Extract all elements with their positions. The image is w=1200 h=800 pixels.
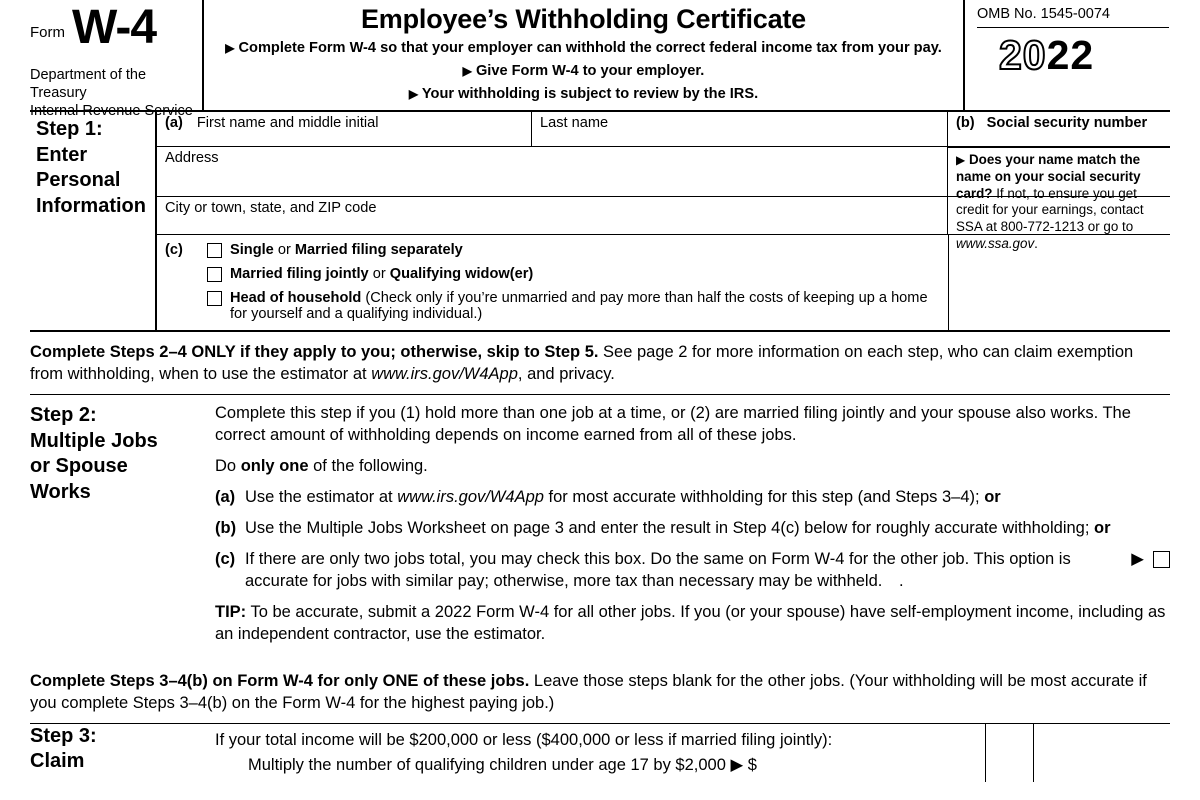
- ssn-label: Social security number: [986, 115, 1148, 131]
- step-1-title: Step 1:: [36, 118, 103, 140]
- note-complete-steps-3-4b: [30, 661, 1170, 723]
- option-a-post: for most accurate withholding for this step (and Steps 3–4);: [543, 488, 985, 507]
- form-header: [30, 0, 1170, 119]
- omb-number: OMB No. 1545-0074: [977, 6, 1110, 22]
- option-hoh-bold: Head of household: [230, 290, 362, 306]
- option-hoh-tail: (Check only if you’re unmarried and pay more than half the costs of keeping up a home for yourself and a qualifying individual.): [230, 290, 928, 322]
- qualifying-children-text: Multiply the number of qualifying children under age 17 by $2,000: [248, 755, 726, 774]
- step-3-body: [215, 724, 985, 782]
- last-name-field[interactable]: [532, 112, 948, 146]
- header-subtitle-3-text: Your withholding is subject to review by the IRS.: [421, 86, 759, 103]
- two-jobs-checkbox[interactable]: [1153, 551, 1170, 568]
- option-b-text: [245, 518, 1170, 540]
- department-block: [30, 67, 202, 120]
- dollar-sign: $: [747, 755, 757, 774]
- do-only-bold: only one: [240, 457, 309, 476]
- option-a-label: (a): [215, 488, 236, 507]
- step-3-income-condition: If your total income will be $200,000 or less ($400,000 or less if married filing jointly):: [215, 730, 833, 749]
- step-1-subtitle-3: Information: [36, 194, 146, 217]
- filing-status-options: [207, 242, 942, 330]
- note-24-end: , and privacy.: [517, 365, 615, 384]
- filing-status-row: [157, 235, 1170, 330]
- ssn-field[interactable]: [948, 112, 1170, 146]
- step-2-subtitle-1: Multiple Jobs: [30, 429, 158, 452]
- triangle-pointer-icon: ▶: [730, 755, 744, 774]
- triangle-bullet-icon: ▶: [462, 64, 472, 79]
- option-married-bold2: Qualifying widow(er): [389, 266, 534, 282]
- ssn-note-body: If not, to ensure you get credit for your earnings, contact SSA at 800-772-1213 or go to: [956, 185, 1144, 234]
- note-34b-bold: Complete Steps 3–4(b) on Form W-4 for only ONE of these jobs.: [30, 671, 530, 690]
- header-subtitle-2: [212, 61, 955, 81]
- step-2-intro: Complete this step if you (1) hold more than one job at a time, or (2) are married filing jointly and your spouse also works. The correct amount of withholding depends on income earned from all of these jobs.: [215, 404, 1131, 445]
- ssn-sublabel: (b): [956, 115, 975, 131]
- header-right-block: [965, 0, 1170, 110]
- step-2-option-c: [215, 549, 1170, 593]
- checkbox-icon[interactable]: [207, 267, 222, 282]
- step-1-subtitle-1: Enter: [36, 143, 88, 166]
- city-row: [157, 197, 1170, 235]
- triangle-pointer-icon: ▶: [1131, 549, 1144, 568]
- filing-status-option-head-of-household[interactable]: [207, 290, 942, 322]
- tax-year-century: 20: [999, 32, 1047, 78]
- last-name-label: Last name: [540, 115, 609, 131]
- option-single-conj: or: [273, 242, 295, 258]
- option-b-or: or: [1094, 518, 1111, 537]
- step-3-qualifying-children-line: [215, 753, 985, 778]
- option-a-pre: Use the estimator at: [245, 488, 398, 507]
- tax-year-suffix: 22: [1046, 32, 1095, 78]
- do-only-post: of the following.: [308, 457, 428, 476]
- option-c-leader-dots: . .: [877, 571, 910, 590]
- triangle-bullet-icon: ▶: [225, 41, 235, 55]
- option-b-body: Use the Multiple Jobs Worksheet on page 3 and enter the result in Step 4(c) below for roughly accurate withholding;: [245, 518, 1095, 537]
- first-name-sublabel: (a): [165, 115, 183, 131]
- option-c-checkbox-group[interactable]: [1131, 549, 1170, 571]
- step-2-heading: [30, 403, 215, 654]
- tip-label: TIP:: [215, 602, 247, 621]
- option-single-bold2: Married filing separately: [294, 242, 463, 258]
- filing-status-box: [157, 235, 948, 330]
- form-number: W-4: [72, 1, 157, 54]
- note-complete-steps-2-4: [30, 332, 1170, 394]
- step-2-do-only-one: [215, 456, 1170, 478]
- step-3-section: [30, 724, 1170, 782]
- ssn-note-period: .: [1034, 235, 1038, 251]
- filing-status-option-text: [230, 290, 942, 322]
- header-title-block: [202, 0, 965, 110]
- department-line1: Department of the Treasury: [30, 67, 147, 101]
- page-title: Employee’s Withholding Certificate: [360, 4, 806, 34]
- header-subtitle-1-text: Complete Form W-4 so that your employer can withhold the correct federal income tax from your pay.: [238, 40, 942, 56]
- ssn-header: [956, 115, 1147, 131]
- irs-estimator-link[interactable]: www.irs.gov/W4App: [371, 365, 518, 384]
- checkbox-icon[interactable]: [207, 243, 222, 258]
- ssa-website-link[interactable]: www.ssa.gov: [956, 235, 1035, 251]
- ssn-note-question: Does your name match the name on your social security card?: [956, 152, 1141, 201]
- ssn-note-cell: [948, 147, 1170, 251]
- step-2-tip: [215, 602, 1170, 646]
- name-row: [157, 112, 1170, 147]
- option-single-bold: Single: [230, 242, 274, 258]
- city-row-right-spacer: [948, 197, 1170, 234]
- option-b-label: (b): [215, 518, 237, 537]
- first-name-field[interactable]: [157, 112, 532, 146]
- header-left-block: [30, 0, 202, 119]
- step-1-subtitle-2: Personal: [36, 169, 121, 192]
- filing-status-right-spacer: [948, 235, 1170, 330]
- note-34b-body: Leave those steps blank for the other jobs. (Your withholding will be most accurate if you complete Steps 3–4(b) on the Form W-4 for the highest paying job.): [30, 671, 1147, 712]
- filing-status-option-text: [230, 242, 463, 258]
- form-word-label: Form: [30, 24, 65, 42]
- option-c-body: If there are only two jobs total, you may check this box. Do the same on Form W-4 for the other job. This option is accurate for jobs with similar pay; otherwise, more tax than necessary may be withheld: [245, 549, 1071, 590]
- triangle-bullet-icon: ▶: [408, 87, 419, 102]
- tax-year: [977, 28, 1170, 79]
- step-1-section: [30, 110, 1170, 332]
- step-2-title: Step 2:: [30, 404, 97, 427]
- address-field[interactable]: [157, 147, 948, 196]
- header-subtitle-3: [212, 84, 955, 104]
- option-married-conj: or: [368, 266, 390, 282]
- triangle-bullet-icon: ▶: [956, 153, 966, 168]
- address-label: Address: [165, 150, 219, 167]
- city-state-zip-field[interactable]: [157, 197, 948, 234]
- step-2-option-b: [215, 518, 1170, 540]
- checkbox-icon[interactable]: [207, 291, 222, 306]
- step-2-subtitle-2: or Spouse: [30, 455, 128, 478]
- do-only-pre: Do: [215, 457, 241, 476]
- step-3-total-column[interactable]: [1034, 724, 1170, 782]
- step-3-subtitle-1: Claim: [30, 750, 85, 773]
- option-c-text: [245, 549, 1170, 593]
- filing-status-option-text: [230, 266, 533, 282]
- option-c-label: (c): [215, 549, 236, 568]
- step-3-title: Step 3:: [30, 724, 97, 747]
- filing-status-sublabel: (c): [165, 242, 183, 258]
- filing-status-option-married-jointly[interactable]: [207, 266, 942, 282]
- note-24-body: See page 2 for more information on each step, who can claim exemption from withholding, when to use the estimator at: [30, 343, 1134, 384]
- option-a-or: or: [984, 488, 1001, 507]
- note-24-bold: Complete Steps 2–4 ONLY if they apply to you; otherwise, skip to Step 5.: [30, 343, 599, 361]
- step-2-option-a: [215, 487, 1170, 509]
- first-name-label: First name and middle initial: [196, 115, 379, 131]
- step-2-subtitle-3: Works: [30, 481, 91, 503]
- step-3-heading: [30, 724, 215, 782]
- step-1-fields: [155, 112, 1170, 330]
- header-subtitle-2-text: Give Form W-4 to your employer.: [475, 63, 705, 80]
- department-line2: Internal Revenue Service: [30, 102, 193, 119]
- tip-text: To be accurate, submit a 2022 Form W-4 for all other jobs. If you (or your spouse) have self-employment income, including as an independent contractor, use the estimator.: [215, 602, 1166, 643]
- irs-estimator-link[interactable]: www.irs.gov/W4App: [397, 488, 544, 507]
- filing-status-option-single[interactable]: [207, 242, 942, 258]
- step-2-body: [215, 403, 1170, 654]
- step-3-amount-column[interactable]: [985, 724, 1033, 782]
- step-2-section: [30, 395, 1170, 660]
- city-state-zip-label: City or town, state, and ZIP code: [165, 200, 377, 217]
- header-subtitle-1: [212, 38, 955, 58]
- option-a-text: [245, 487, 1170, 509]
- form-identifier: [30, 1, 202, 54]
- option-married-bold: Married filing jointly: [230, 266, 369, 282]
- step-1-heading: [30, 112, 155, 330]
